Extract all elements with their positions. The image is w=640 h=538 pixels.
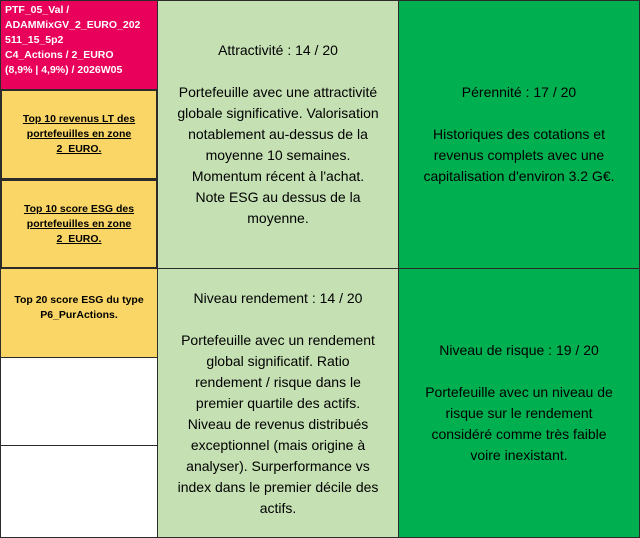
attractivite-line: Momentum récent à l'achat. [191,168,365,184]
portfolio-header-line: 511_15_5p2 [5,34,64,46]
risque-line: voire inexistant. [470,447,568,463]
portfolio-header-line: ADAMMixGV_2_EURO_202 [5,19,141,31]
ranking-line: Top 10 score ESG des [23,202,135,215]
risque-title: Niveau de risque : 19 / 20 [439,342,599,358]
attractivite-line: moyenne. [247,210,309,226]
rendement-line: analyser). Surperformance vs [186,457,370,474]
attractivite-line: Portefeuille avec une attractivité [178,84,378,100]
rendement-line: actifs. [259,499,297,516]
risque-cell [398,268,640,538]
attractivite-line: globale significative. Valorisation [177,105,379,121]
attractivite-cell [157,0,399,269]
rendement-line: premier quartile des actifs. [195,394,361,411]
ranking-line: Top 10 revenus LT des [22,113,136,125]
rendement-line: Niveau de revenus distribués [187,415,369,432]
portfolio-header-line: C4_Actions / 2_EURO [5,49,114,61]
ranking-top10-esg-link[interactable] [0,179,158,269]
ranking-line: 2_EURO. [56,143,102,155]
portfolio-header-line: PTF_05_Val / [5,4,70,16]
ranking-top20-esg-cell [0,268,158,358]
ranking-top10-revenus-link[interactable] [0,89,158,180]
rendement-line: global significatif. Ratio [206,352,350,369]
perennite-title: Pérennité : 17 / 20 [461,84,577,100]
ranking-line: portefeuilles en zone [26,128,132,140]
rendement-line: Portefeuille avec un rendement [181,331,375,348]
risque-line: considéré comme très faible [431,426,607,442]
risque-line: risque sur le rendement [445,405,593,421]
perennite-line: capitalisation d'environ 3.2 G€. [423,168,615,184]
empty-cell [0,357,158,446]
attractivite-line: moyenne 10 semaines. [205,147,351,163]
ranking-line: P6_PurActions. [40,309,118,321]
rendement-title: Niveau rendement : 14 / 20 [193,289,363,306]
rendement-cell [157,268,399,538]
perennite-line: revenus complets avec une [433,147,605,163]
rendement-line: exceptionnel (mais origine à [190,436,366,453]
perennite-cell [398,0,640,269]
attractivite-line: notablement au-dessus de la [188,126,368,142]
empty-cell [0,445,158,538]
ranking-line: Top 20 score ESG du type [14,294,144,306]
portfolio-header-line: (8,9% | 4,9%) / 2026W05 [5,64,123,76]
attractivite-title: Attractivité : 14 / 20 [218,42,338,58]
perennite-line: Historiques des cotations et [433,126,605,142]
rendement-line: rendement / risque dans le [195,373,361,390]
risque-line: Portefeuille avec un niveau de [425,384,613,400]
rendement-line: index dans le premier décile des [177,478,379,495]
ranking-line: portefeuilles en zone [26,217,132,230]
portfolio-header-cell [0,0,158,90]
ranking-line: 2_EURO. [56,232,102,245]
attractivite-line: Note ESG au dessus de la [195,189,361,205]
